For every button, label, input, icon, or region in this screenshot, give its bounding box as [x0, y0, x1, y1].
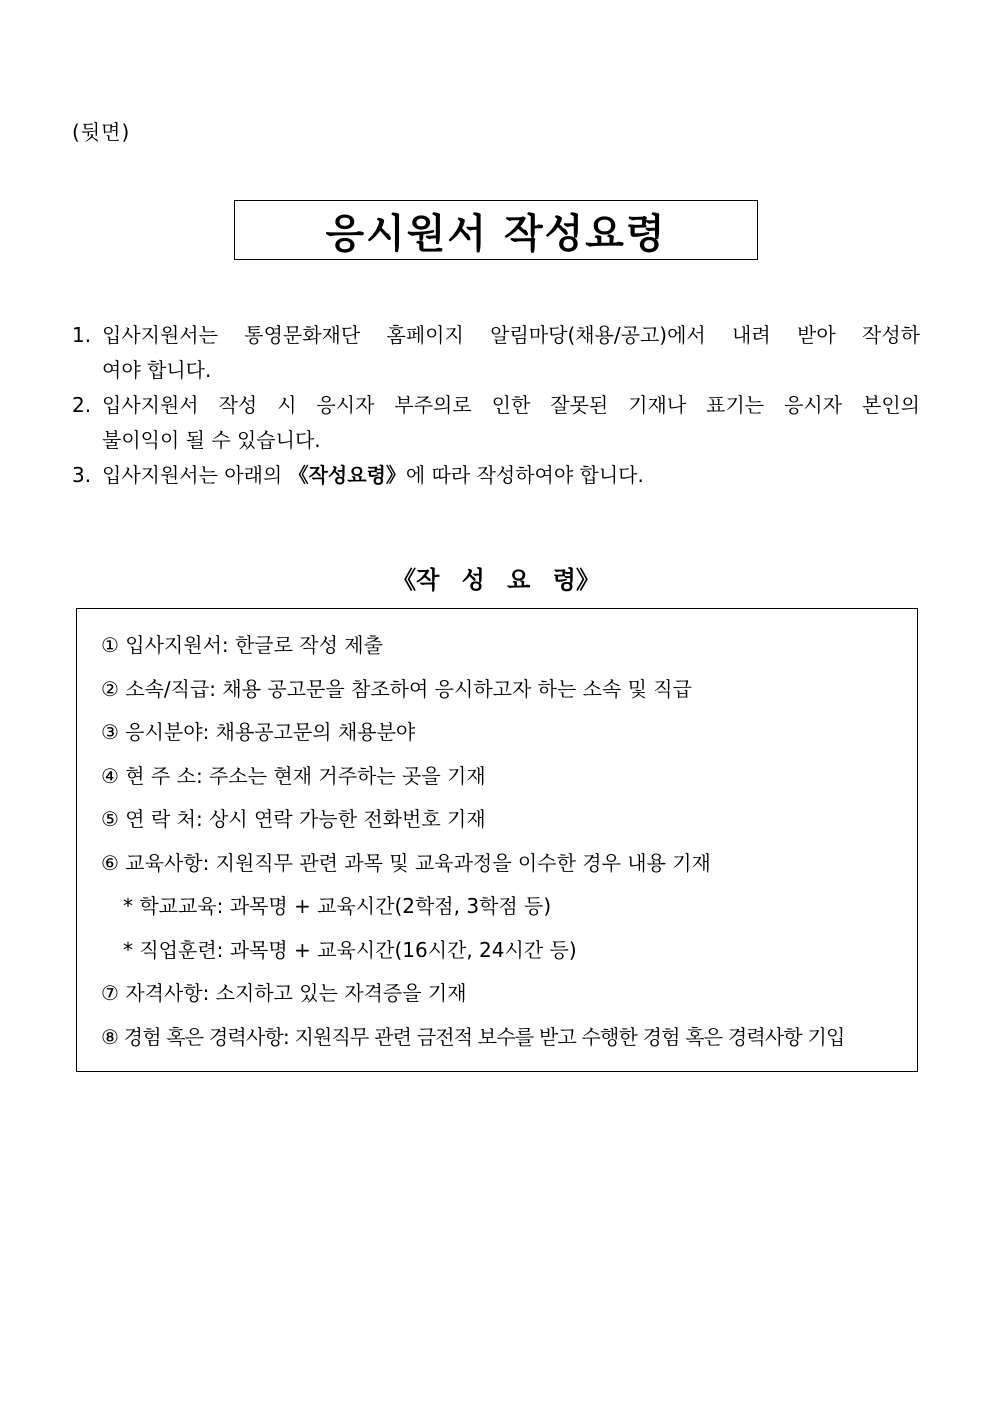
- guide-item: ⑦ 자격사항: 소지하고 있는 자격증을 기재: [101, 981, 467, 1005]
- guide-item: ⑥ 교육사항: 지원직무 관련 과목 및 교육과정을 이수한 경우 내용 기재: [101, 850, 711, 875]
- intro-text-after: 에 따라 작성하여야 합니다.: [405, 463, 644, 487]
- intro-text-bold: 《작성요령》: [288, 463, 406, 487]
- intro-text-line: [102, 458, 920, 493]
- intro-list: [72, 318, 920, 493]
- guide-item: ⑤ 연 락 처: 상시 연락 가능한 전화번호 기재: [101, 807, 486, 831]
- intro-item-2: [72, 388, 920, 423]
- guide-item: ③ 응시분야: 채용공고문의 채용분야: [101, 720, 416, 744]
- page-title: 응시원서 작성요령: [325, 210, 667, 257]
- guide-item: ② 소속/직급: 채용 공고문을 참조하여 응시하고자 하는 소속 및 직급: [101, 676, 692, 701]
- intro-text-before: 입사지원서는 아래의: [102, 463, 289, 487]
- guide-subitem: * 직업훈련: 과목명 + 교육시간(16시간, 24시간 등): [123, 937, 577, 962]
- guide-item: ① 입사지원서: 한글로 작성 제출: [101, 633, 383, 657]
- guide-list: [101, 627, 901, 1062]
- guide-item: ⑧ 경험 혹은 경력사항: 지원직무 관련 금전적 보수를 받고 수행한 경험 혹은 경력사항 기입: [101, 1024, 845, 1049]
- back-side-label: (뒷면): [72, 120, 131, 144]
- guide-subitem: * 학교교육: 과목명 + 교육시간(2학점, 3학점 등): [123, 894, 552, 918]
- guide-item: ④ 현 주 소: 주소는 현재 거주하는 곳을 기재: [101, 763, 486, 788]
- intro-text-line: 입사지원서는 통영문화재단 홈페이지 알림마당(채용/공고)에서 내려 받아 작성하: [102, 323, 920, 347]
- title-box: [234, 200, 758, 260]
- guide-heading: 《작 성 요 령》: [392, 566, 600, 594]
- intro-continuation: 불이익이 될 수 있습니다.: [102, 428, 321, 452]
- guide-box: [76, 608, 918, 1072]
- intro-continuation: 여야 합니다.: [102, 358, 212, 382]
- intro-number: 1.: [72, 323, 92, 347]
- intro-number: 3.: [72, 463, 92, 487]
- intro-item-1: [72, 318, 920, 353]
- intro-text-line: 입사지원서 작성 시 응시자 부주의로 인한 잘못된 기재나 표기는 응시자 본인의: [102, 393, 920, 417]
- intro-number: 2.: [72, 393, 92, 417]
- intro-item-3: [72, 458, 920, 493]
